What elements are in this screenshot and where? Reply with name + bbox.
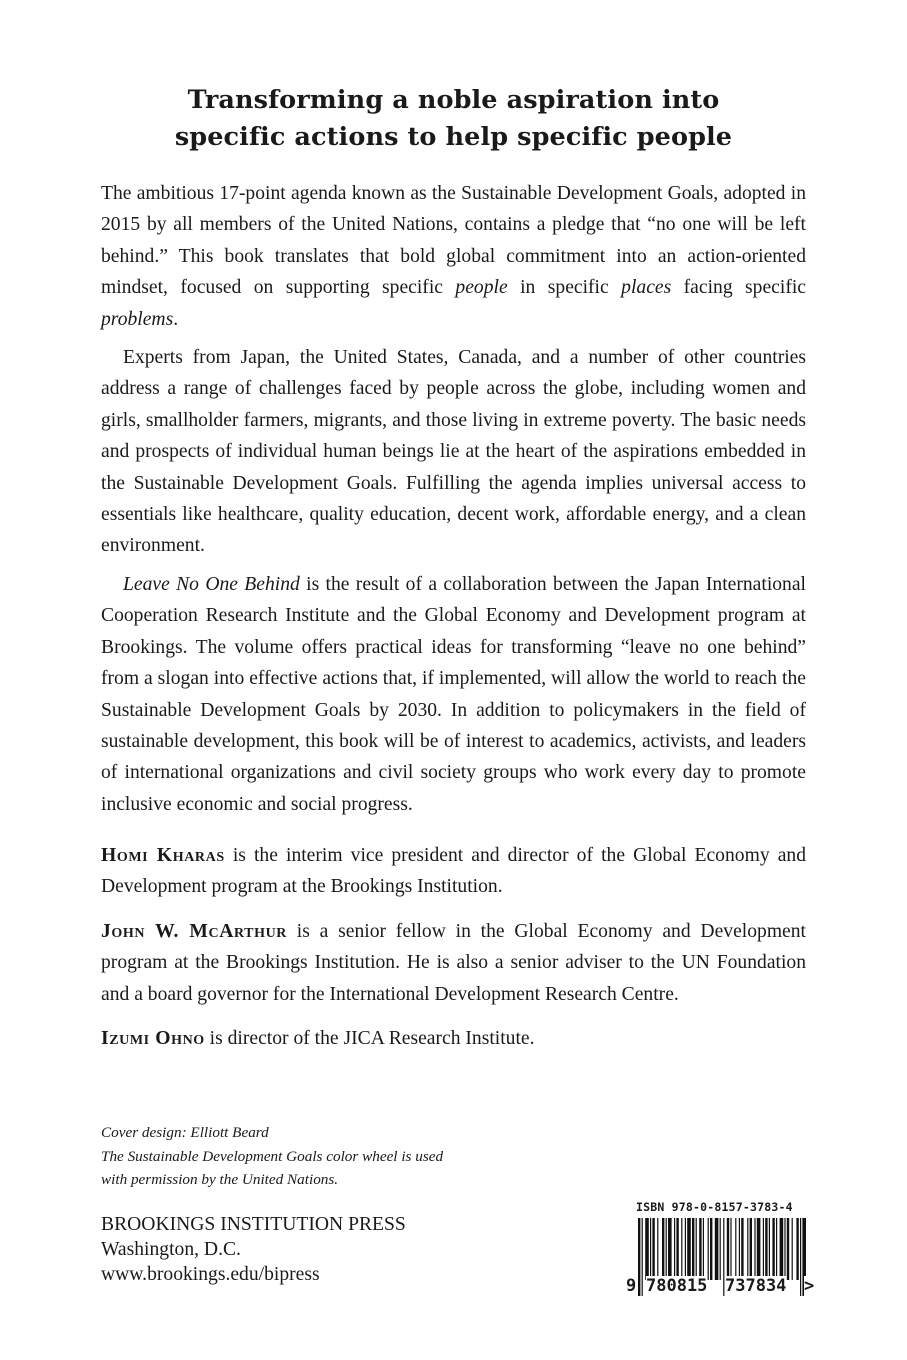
barcode-bar [720,1218,721,1280]
barcode-bar [642,1218,643,1296]
barcode-bar [735,1218,736,1280]
headline-line-2: specific actions to help specific people [174,122,733,152]
barcode-bar [787,1218,789,1280]
barcode-bar [750,1218,752,1280]
barcode-bar [703,1218,704,1280]
barcode-bar [676,1218,678,1280]
barcode-bar [730,1218,731,1280]
barcode-bar [776,1218,777,1280]
barcode-bar [792,1218,793,1280]
author-name: John W. McArthur [101,920,288,942]
author-name: Izumi Ohno [101,1028,205,1050]
barcode-bar [763,1218,764,1280]
credit-line: The Sustainable Development Goals color wheel is used [101,1147,444,1165]
barcode-bar [681,1218,682,1280]
author-bios [101,840,806,1067]
barcode-bar [668,1218,672,1280]
barcode-bar [727,1218,729,1280]
barcode-bar [765,1218,767,1280]
barcode-bar [708,1218,709,1280]
barcode-bar [666,1218,667,1280]
barcode-bar [800,1218,801,1296]
barcode-bar [747,1218,748,1280]
publisher-name: BROOKINGS INSTITUTION PRESS [101,1214,406,1235]
barcode-digits-right: 737834 [725,1276,787,1296]
author-bio: Homi Kharas is the interim vice president and director of the Global Economy and Development program at the Brookings Institution. [101,845,806,898]
isbn-label: ISBN 978-0-8157-3783-4 [636,1200,793,1214]
isbn-barcode [628,1198,816,1308]
barcode-bar [685,1218,686,1280]
barcode-bar [696,1218,697,1280]
barcode-bar [650,1218,651,1280]
barcode-lead-digit: 9 [626,1276,637,1296]
barcode-bar [674,1218,675,1280]
cover-credits [101,1121,521,1192]
barcode-bar [780,1218,784,1280]
publisher-url: www.brookings.edu/bipress [101,1264,320,1285]
author-bio: John W. McArthur is a senior fellow in the Global Economy and Development program at the Brookings Institution. He is also a senior adviser to the UN Foundation and a board governor for the International Development Research Centre. [101,920,806,1005]
description-paragraph-2: Experts from Japan, the United States, Canada, and a number of other countries address a range of challenges faced by people across the globe, including women and girls, smallholder farmers, migrants, and those living in extreme poverty. The basic needs and prospects of individual human beings lie at the heart of the aspirations embedded in the Sustainable Development Goals. Fulfilling the agenda implies universal access to essentials like healthcare, quality education, decent work, affordable energy, and a clean environment. [101,347,806,557]
barcode-bar [657,1218,658,1280]
barcode-bar [754,1218,755,1280]
barcode-bar [692,1218,694,1280]
credit-line: Cover design: Elliott Beard [101,1124,269,1141]
barcode-bar [772,1218,774,1280]
barcode-bar [687,1218,691,1280]
barcode-bar [710,1218,712,1280]
barcode-bar [645,1218,649,1280]
barcode-bar [638,1218,640,1296]
credit-line: with permission by the United Nations. [101,1171,339,1188]
barcode-bar [796,1218,798,1280]
description-paragraph-1: The ambitious 17-point agenda known as the Sustainable Development Goals, adopted in 2015 by all members of the United Nations, contains a pledge that “no one will be left behind.” This book translates that bold global commitment into an action-oriented mindset, focused on supporting specific people in specific places facing specific problems. [101,183,806,330]
author-bio: Izumi Ohno is director of the JICA Research Institute. [101,1028,535,1050]
barcode-bar [699,1218,701,1280]
barcode-bar [739,1218,740,1280]
headline [0,82,907,156]
barcode-bar [757,1218,761,1280]
barcode-bar [769,1218,770,1280]
author-name: Homi Kharas [101,845,225,866]
barcode-bar [662,1218,664,1280]
description-paragraph-3: Leave No One Behind is the result of a collaboration between the Japan International Cooperation Research Institute and the Global Economy and Development program at Brookings. The volume offers practical ideas for transforming “leave no one behind” from a slogan into effective actions that, if implemented, will allow the world to reach the Sustainable Development Goals by 2030. In addition to policymakers in the field of sustainable development, this book will be of interest to academics, activists, and leaders of international organizations and civil society groups who work every day to promote inclusive economic and social progress. [101,573,806,815]
barcode-bar [784,1218,785,1280]
barcode-bar [652,1218,654,1280]
barcode-arrow: > [804,1276,815,1296]
publisher-city: Washington, D.C. [101,1239,241,1260]
barcode-bar [715,1218,719,1280]
headline-line-1: Transforming a noble aspiration into [187,85,720,115]
book-description [101,178,806,827]
book-title: Leave No One Behind [123,573,300,595]
publisher-block [101,1212,521,1287]
barcode-bar [741,1218,743,1280]
barcode-digits-left: 780815 [646,1276,708,1296]
